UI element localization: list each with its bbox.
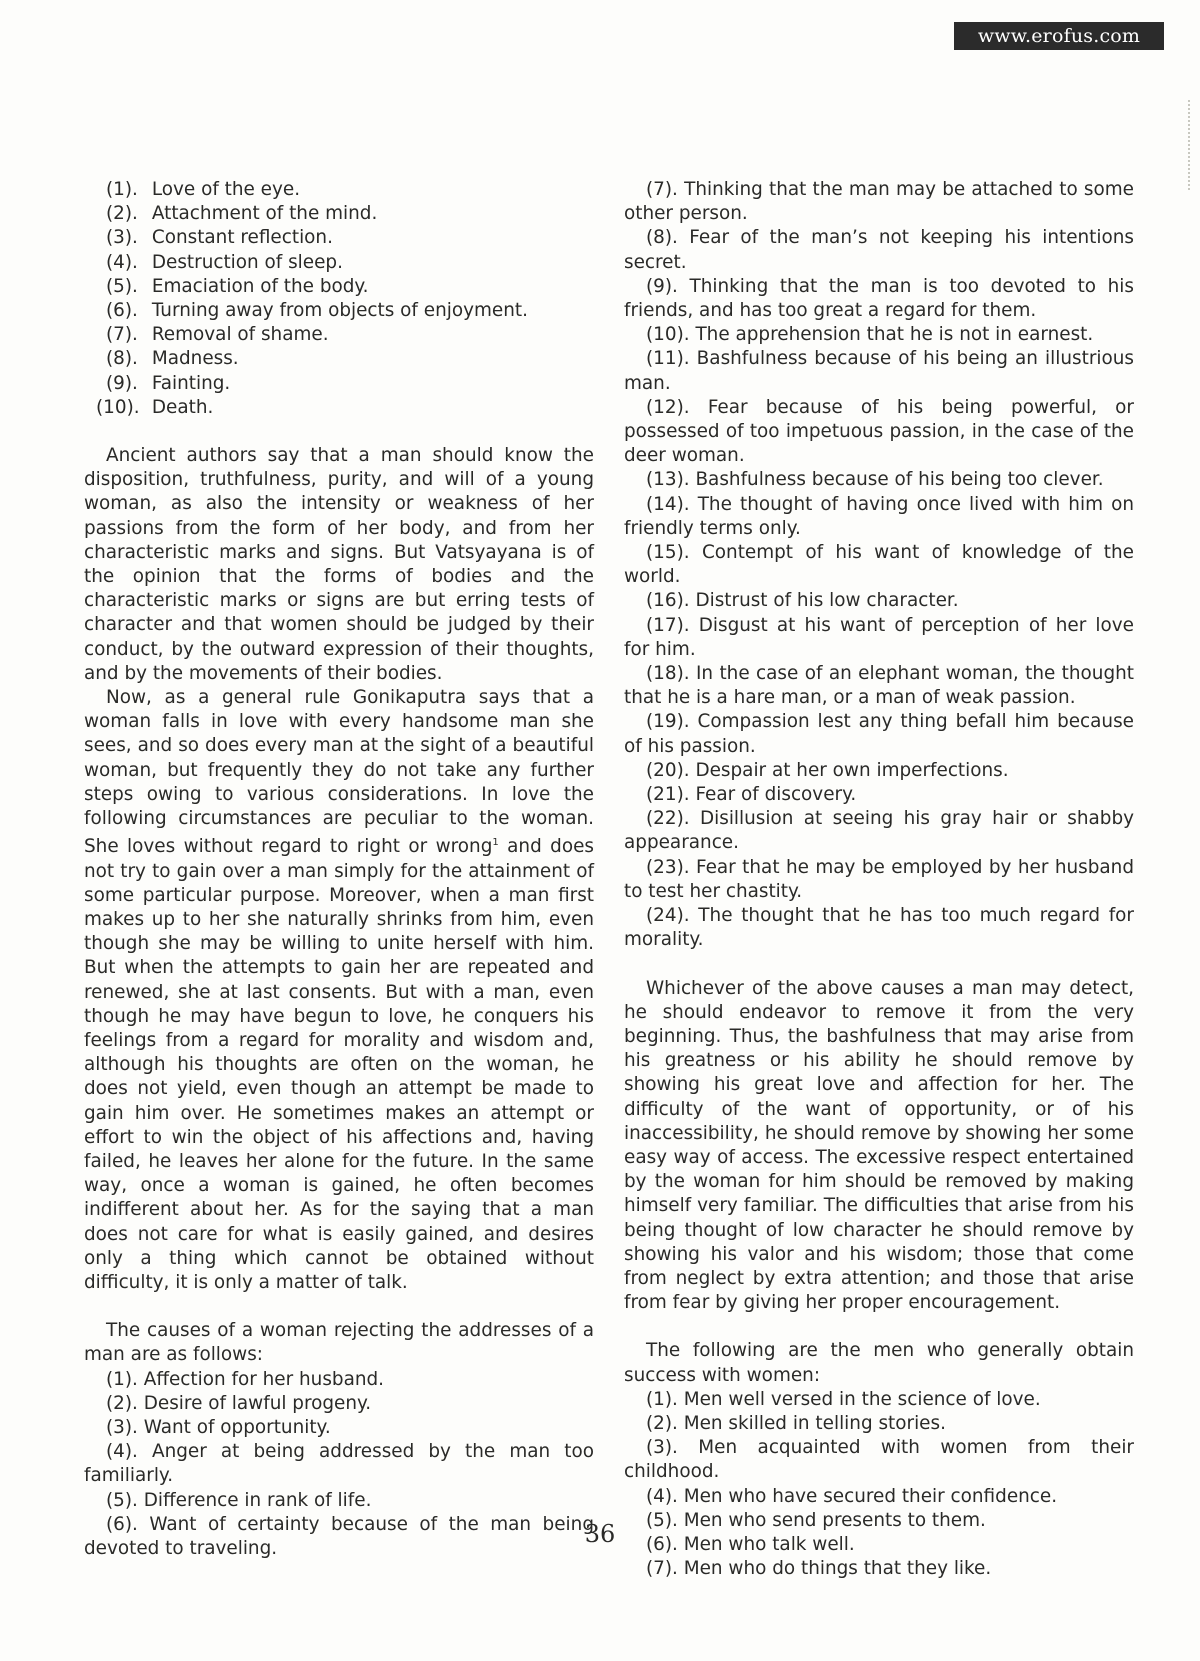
list-item: (9). Thinking that the man is too devoted to his friends, and has too great a regard for them. [624,275,1134,322]
list-item: (2). Desire of lawful progeny. [106,1392,372,1414]
list-item: (22). Disillusion at seeing his gray hair or shabby appearance. [624,808,1134,854]
list-item: (7). Thinking that the man may be attached to some other person. [624,179,1134,225]
list-item: (24). The thought that he has too much regard for morality. [624,905,1134,951]
list-item: (1). Love of the eye. [106,179,301,200]
footnote-marker: 1 [492,837,499,849]
list-item: (17). Disgust at his want of perception of her love for him. [624,614,1134,660]
list-item: (20). Despair at her own imperfections. [646,759,1009,781]
list-item: (19). Compassion lest any thing befall him because of his passion. [624,711,1134,757]
left-column [84,178,594,1561]
list-item: (1). Men well versed in the science of love. [646,1388,1041,1410]
list-item: (3). Men acquainted with women from their childhood. [624,1437,1134,1483]
love-stages-list [84,178,594,420]
list-item: (1). Affection for her husband. [106,1368,385,1390]
list-item: (3). Want of opportunity. [106,1417,331,1439]
paragraph-remove-causes: Whichever of the above causes a man may detect, he should endeavor to remove it from the very beginning. Thus, the bashfulness that may arise from his greatness or his ability he should remove by showing his great love and affection for her. The difficulty of the want of opportunity, or of his inaccessibility, he should remove by showing her some easy way of access. The excessive respect entertained by the woman for him should be removed by making himself very familiar. The difficulties that arise from his being thought of low character he should remove by showing his valor and his wisdom; those that come from neglect by extra attention; and those that arise from fear by giving her proper encouragement. [624,977,1134,1314]
list-item: (3). Constant reflection. [106,227,333,249]
list-item: (16). Distrust of his low character. [646,590,959,612]
page-edge-marks [1186,100,1190,190]
list-item: (12). Fear because of his being powerful, or possessed of too impetuous passion, in the case of the deer woman. [624,396,1134,467]
list-item: (8). Madness. [106,348,239,370]
list-item: (18). In the case of an elephant woman, the thought that he is a hare man, or a man of weak passion. [624,663,1134,709]
list-item: (6). Want of certainty because of the man being devoted to traveling. [84,1513,594,1560]
list-item: (14). The thought of having once lived with him on friendly terms only. [624,493,1134,539]
list-item: (7). Men who do things that they like. [646,1558,992,1580]
list-item: (10). Death. [96,396,214,418]
list-item: (10). The apprehension that he is not in earnest. [646,324,1094,346]
list-item: (5). Emaciation of the body. [106,275,369,297]
list-item: (5). Men who send presents to them. [646,1509,986,1531]
list-item: (21). Fear of discovery. [646,784,857,806]
paragraph-gonikaputra: Now, as a general rule Gonikaputra says that a woman falls in love with every handsome man she sees, and so does every man at the sight of a beautiful woman, but frequently they do not take any further steps owing to various considerations. In love the following circumstances are peculiar to the woman. She loves without regard to right or wrong$^1$ and does not try to gain over a man simply for the attainment of some particular purpose. Moreover, when a man first makes up to her she naturally shrinks from him, even though she may be willing to unite herself with him. But when the attempts to gain her are repeated and renewed, she at last consents. But with a man, even though he may have begun to love, he conquers his feelings from a regard for morality and wisdom and, although his thoughts are often on the woman, he does not yield, even though an attempt be made to gain him over. He sometimes makes an attempt or effort to win the object of his affections and, having failed, he leaves her alone for the future. In the same way, once a woman is gained, he often becomes indifferent about her. As for the saying that a man does not care for what is easily gained, and desires only a thing which cannot be obtained without difficulty, it is only a matter of talk. [84,687,594,1294]
list-item: (5). Difference in rank of life. [106,1489,372,1511]
list-item: (4). Destruction of sleep. [106,251,343,273]
list-item: (6). Men who talk well. [646,1533,855,1555]
watermark-banner: www.erofus.com [954,22,1164,50]
right-column [624,178,1134,1581]
page-number: 36 [584,1520,616,1548]
list-item: (15). Contempt of his want of knowledge of the world. [624,542,1134,588]
list-item: (8). Fear of the man’s not keeping his intentions secret. [624,227,1134,273]
list-item: (6). Turning away from objects of enjoyment. [106,300,528,322]
list-item: (4). Anger at being addressed by the man too familiarly. [84,1441,594,1487]
list-item: (13). Bashfulness because of his being too clever. [646,469,1104,491]
list-item: (4). Men who have secured their confidence. [646,1485,1058,1507]
paragraph-causes-intro: The causes of a woman rejecting the addresses of a man are as follows: [84,1320,594,1366]
paragraph-men-intro: The following are the men who generally obtain success with women: [624,1340,1134,1386]
list-item: (7). Removal of shame. [106,324,329,346]
paragraph-ancient-authors: Ancient authors say that a man should know the disposition, truthfulness, purity, and will of a young woman, as also the intensity or weakness of her passions from the form of her body, and from her characteristic marks and signs. But Vatsyayana is of the opinion that the forms of bodies and the characteristic marks or signs are but erring tests of character and that women should be judged by their conduct, by the outward expression of their thoughts, and by the movements of their bodies. [84,445,594,684]
list-item: (2). Attachment of the mind. [106,203,378,225]
list-item: (23). Fear that he may be employed by her husband to test her chastity. [624,856,1134,902]
list-item: (9). Fainting. [106,372,231,394]
list-item: (11). Bashfulness because of his being an illustrious man. [624,348,1134,394]
list-item: (2). Men skilled in telling stories. [646,1412,946,1434]
